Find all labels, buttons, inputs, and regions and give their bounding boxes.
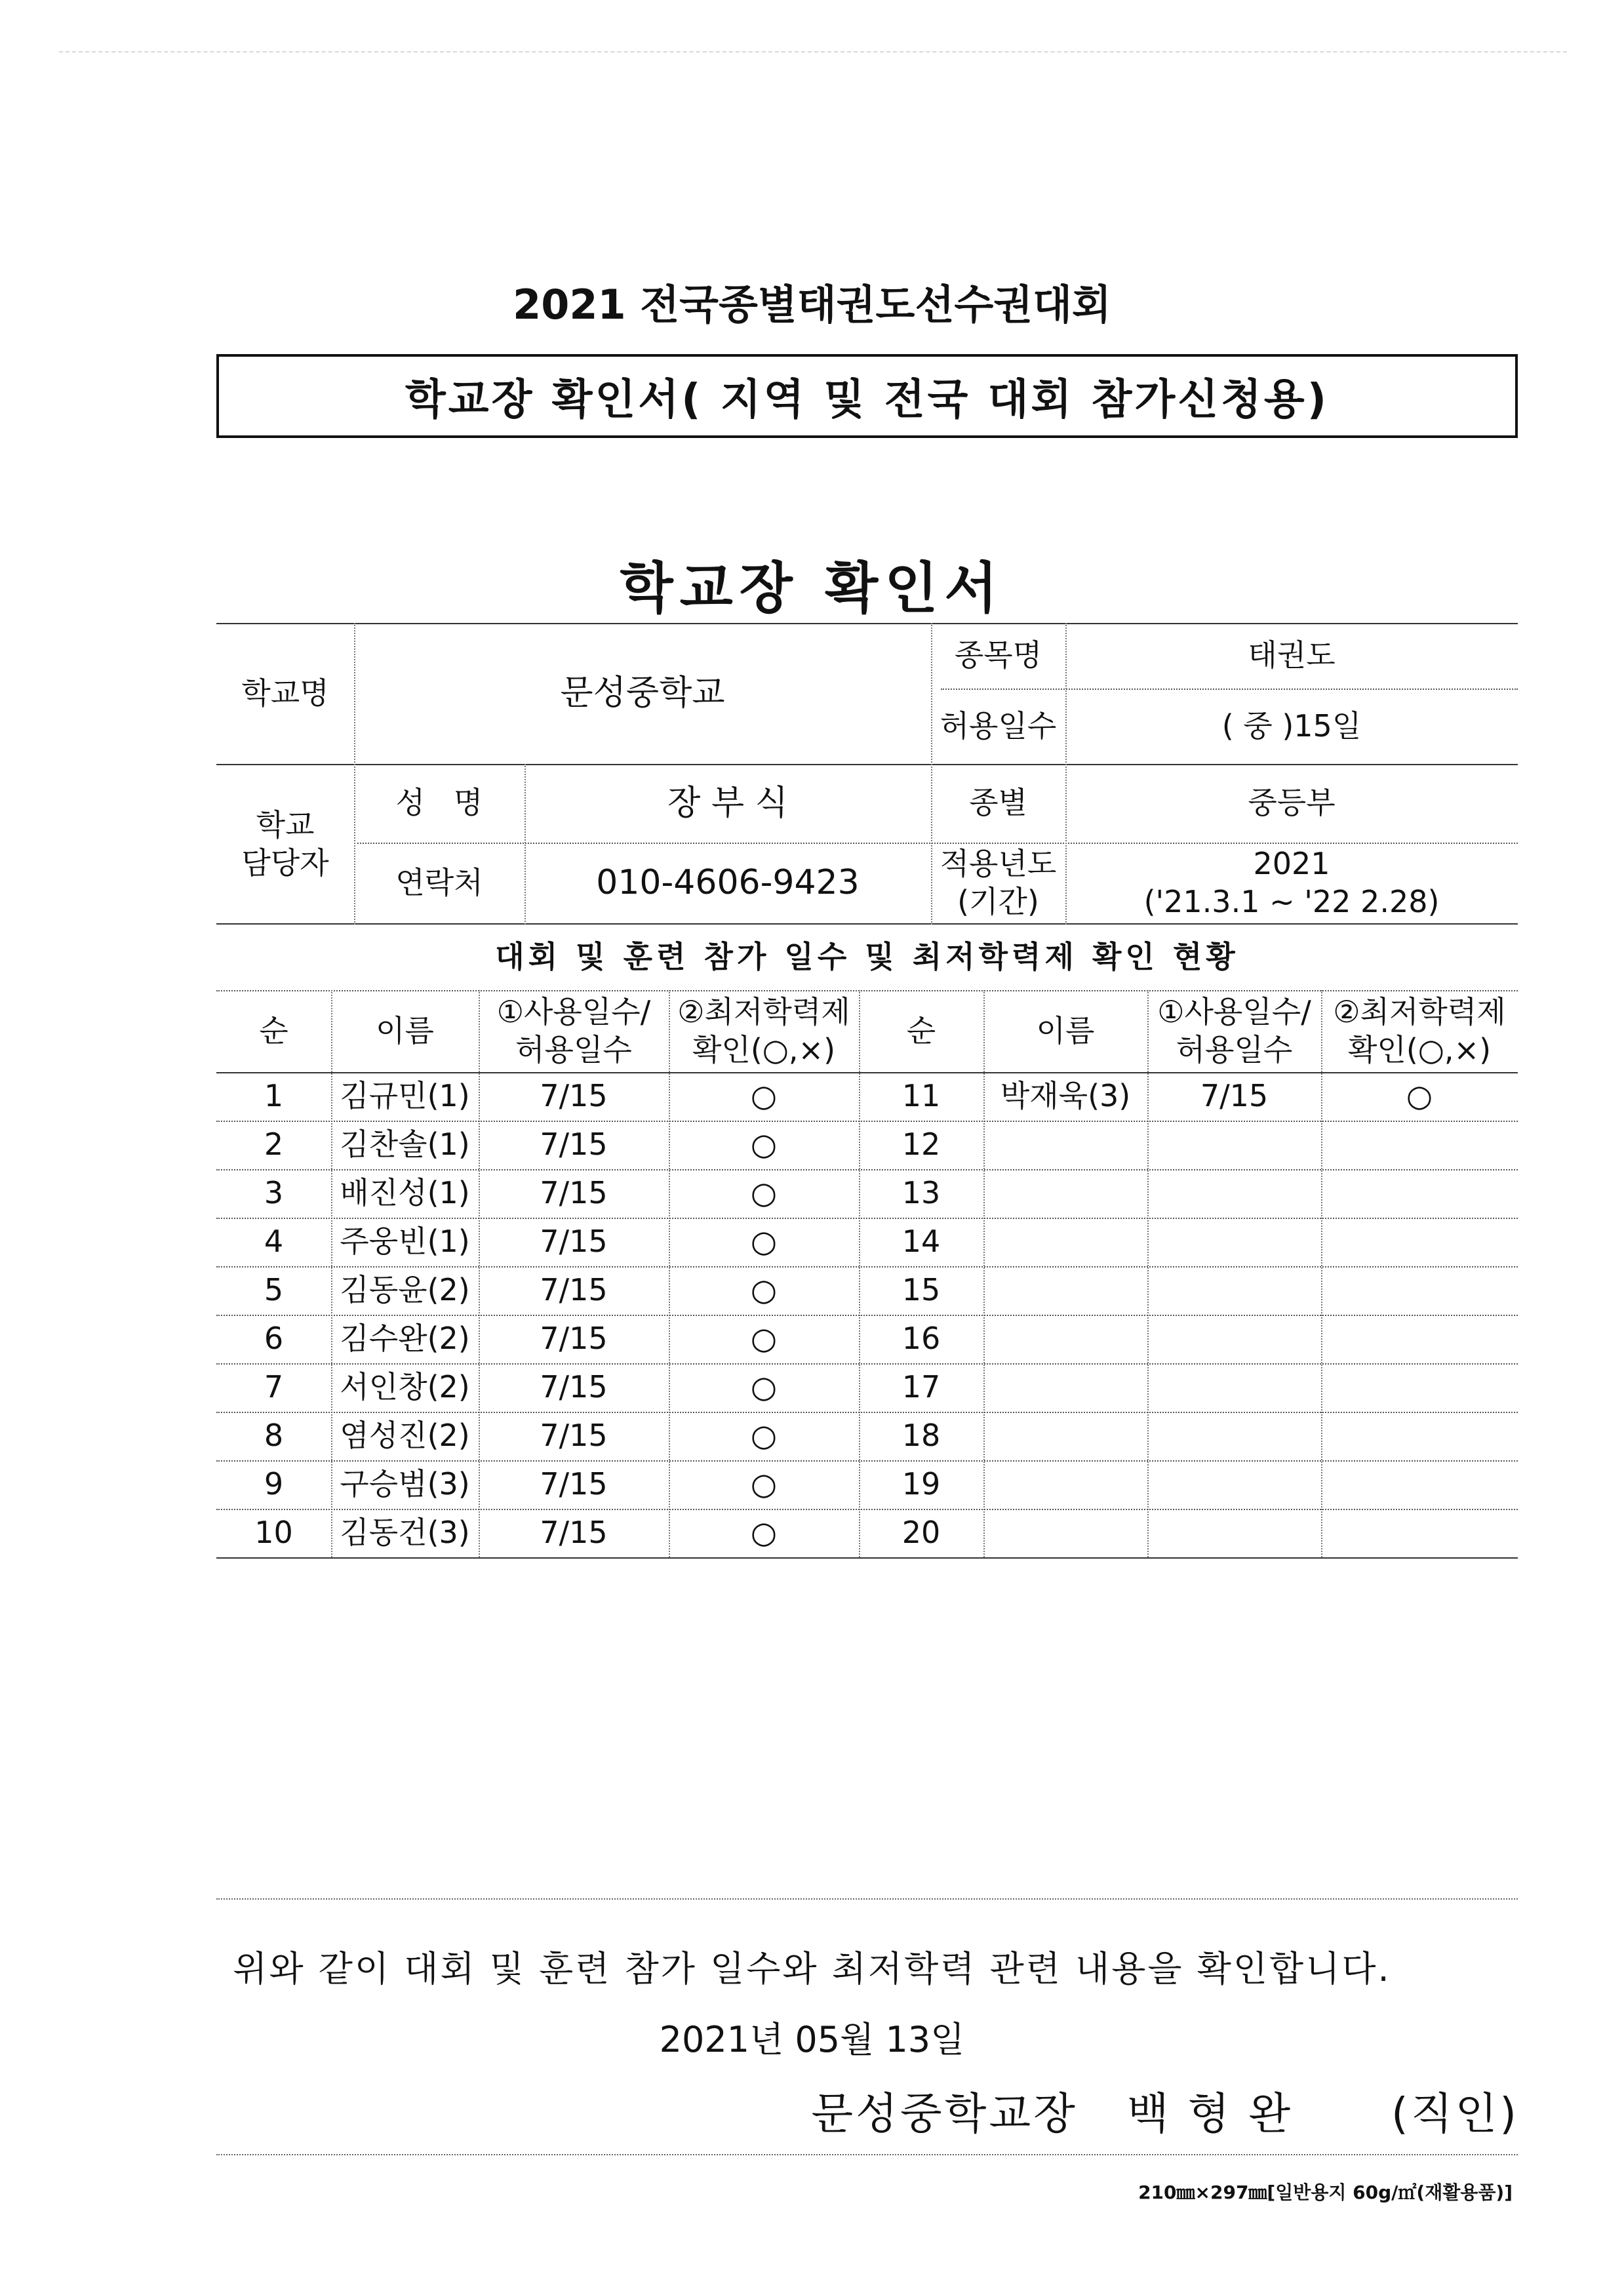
- confirmation-sentence: 위와 같이 대회 및 훈련 참가 일수와 최저학력 관련 내용을 확인합니다.: [233, 1948, 1391, 1989]
- row-days: [1147, 1363, 1321, 1412]
- row-days: [1147, 1169, 1321, 1218]
- year-value-line1: 2021: [1253, 846, 1330, 881]
- row-days: 7/15: [540, 1418, 608, 1454]
- row-days: [1147, 1121, 1321, 1169]
- row-days: 7/15: [540, 1369, 608, 1405]
- row-no: 14: [901, 1224, 941, 1260]
- allowed-days-label: 허용일수: [940, 708, 1057, 744]
- row-days: [1147, 1315, 1321, 1363]
- header-days: [479, 990, 669, 1072]
- row-name: [983, 1412, 1147, 1460]
- header-grade: [1321, 990, 1518, 1072]
- year-value: [1065, 843, 1518, 923]
- row-check: ○: [1406, 1078, 1433, 1114]
- row-name: 배진성(1): [340, 1175, 470, 1211]
- row-name: [983, 1266, 1147, 1315]
- allowed-days-value: ( 중 )15일: [1221, 708, 1362, 744]
- row-check: [1321, 1218, 1518, 1266]
- row-days: [1147, 1509, 1321, 1557]
- row-check: [1321, 1169, 1518, 1218]
- footer-top-rule: [216, 1898, 1518, 1900]
- row-name: [983, 1460, 1147, 1509]
- form-title: 학교장 확인서( 지역 및 전국 대회 참가신청용): [405, 376, 1330, 424]
- header-name: 이름: [1036, 1012, 1095, 1048]
- staff-name-value: 장 부 식: [667, 783, 788, 823]
- row-name: [983, 1509, 1147, 1557]
- header-grade-line2: 확인(○,×): [692, 1031, 836, 1068]
- header-days-line1: ①사용일수/: [496, 994, 651, 1029]
- row-name: [983, 1315, 1147, 1363]
- year-label-line2: (기간): [957, 883, 1039, 919]
- row-no: 7: [264, 1369, 284, 1405]
- header-grade-line2: 확인(○,×): [1347, 1031, 1492, 1068]
- row-name: 염성진(2): [340, 1418, 470, 1454]
- row-no: 20: [901, 1515, 941, 1551]
- row-check: [1321, 1266, 1518, 1315]
- contact-value: 010-4606-9423: [596, 863, 860, 902]
- row-check: ○: [750, 1078, 778, 1114]
- sport-label: 종목명: [954, 637, 1042, 673]
- row-days: 7/15: [540, 1224, 608, 1260]
- header-no: 순: [259, 1012, 288, 1048]
- row-days: 7/15: [540, 1272, 608, 1308]
- row-days: 7/15: [540, 1175, 608, 1211]
- row-check: ○: [750, 1321, 778, 1357]
- row-days: 7/15: [540, 1321, 608, 1357]
- row-check: ○: [750, 1418, 778, 1454]
- header-days-line2: 허용일수: [1176, 1031, 1293, 1068]
- row-check: ○: [750, 1175, 778, 1211]
- row-days: 7/15: [1200, 1078, 1269, 1114]
- row-check: [1321, 1460, 1518, 1509]
- row-no: 15: [901, 1272, 941, 1308]
- row-no: 5: [264, 1272, 284, 1308]
- row-check: ○: [750, 1466, 778, 1502]
- header-days: [1147, 990, 1321, 1072]
- footer-bottom-rule: [216, 2154, 1518, 2155]
- header-no: 순: [906, 1012, 936, 1048]
- event-title: 2021 전국종별태권도선수권대회: [513, 281, 1111, 329]
- row-days: 7/15: [540, 1078, 608, 1114]
- row-no: 9: [264, 1466, 284, 1502]
- row-no: 18: [901, 1418, 941, 1454]
- row-name: 주웅빈(1): [340, 1224, 470, 1260]
- row-days: 7/15: [540, 1466, 608, 1502]
- staff-label-line2: 담당자: [241, 845, 329, 881]
- row-no: 12: [901, 1127, 941, 1163]
- row-no: 6: [264, 1321, 284, 1357]
- school-name: 문성중학교: [560, 673, 725, 713]
- year-label: [931, 843, 1065, 923]
- header-grade-line1: ②최저학력제: [1333, 994, 1506, 1029]
- staff-label: [216, 764, 354, 925]
- row-no: 16: [901, 1321, 941, 1357]
- row-days: 7/15: [540, 1515, 608, 1551]
- staff-name-label: 성 명: [395, 785, 483, 821]
- form-title-box: [216, 354, 1518, 438]
- row-check: [1321, 1412, 1518, 1460]
- scan-top-rule: [59, 51, 1567, 52]
- row-days: [1147, 1266, 1321, 1315]
- row-days: [1147, 1218, 1321, 1266]
- row-name: 서인창(2): [340, 1369, 470, 1405]
- row-no: 10: [254, 1515, 293, 1551]
- row-check: ○: [750, 1515, 778, 1551]
- row-check: [1321, 1315, 1518, 1363]
- row-check: ○: [750, 1369, 778, 1405]
- header-days-line1: ①사용일수/: [1157, 994, 1311, 1029]
- staff-label-line1: 학교: [256, 807, 315, 843]
- document-title: 학교장 확인서: [620, 556, 1004, 620]
- row-no: 1: [264, 1078, 284, 1114]
- row-name: 김수완(2): [340, 1321, 470, 1357]
- row-check: [1321, 1509, 1518, 1557]
- row-name: 김찬솔(1): [340, 1127, 470, 1163]
- row-no: 2: [264, 1127, 284, 1163]
- section-title: 대회 및 훈련 참가 일수 및 최저학력제 확인 현황: [495, 939, 1239, 975]
- table-row-rule: [216, 1557, 1518, 1559]
- year-value-line2: ('21.3.1 ~ '22 2.28): [1143, 883, 1440, 919]
- division-value: 중등부: [1248, 785, 1336, 821]
- row-check: [1321, 1121, 1518, 1169]
- row-no: 4: [264, 1224, 284, 1260]
- row-name: [983, 1363, 1147, 1412]
- header-name: 이름: [376, 1012, 434, 1048]
- contact-label: 연락처: [395, 864, 483, 900]
- row-name: [983, 1218, 1147, 1266]
- row-no: 11: [901, 1078, 941, 1114]
- row-check: ○: [750, 1224, 778, 1260]
- paper-spec: 210㎜×297㎜[일반용지 60g/㎡(재활용품)]: [1138, 2182, 1513, 2203]
- row-no: 8: [264, 1418, 284, 1454]
- row-name: 김규민(1): [340, 1078, 470, 1114]
- row-name: 김동건(3): [340, 1515, 470, 1551]
- header-days-line2: 허용일수: [515, 1031, 632, 1068]
- row-no: 13: [901, 1175, 941, 1211]
- row-name: 구승범(3): [340, 1466, 470, 1502]
- row-no: 3: [264, 1175, 284, 1211]
- row-no: 17: [901, 1369, 941, 1405]
- row-check: ○: [750, 1127, 778, 1163]
- row-no: 19: [901, 1466, 941, 1502]
- principal-signature: 문성중학교장 백 형 완 (직인): [811, 2088, 1519, 2139]
- row-name: 박재욱(3): [1000, 1078, 1131, 1114]
- row-days: [1147, 1460, 1321, 1509]
- row-days: [1147, 1412, 1321, 1460]
- header-grade-line1: ②최저학력제: [677, 994, 850, 1029]
- row-days: 7/15: [540, 1127, 608, 1163]
- row-name: [983, 1169, 1147, 1218]
- row-check: ○: [750, 1272, 778, 1308]
- division-label: 종별: [969, 785, 1027, 821]
- school-label: 학교명: [241, 675, 329, 711]
- confirmation-date: 2021년 05월 13일: [659, 2019, 965, 2060]
- row-name: 김동윤(2): [340, 1272, 470, 1308]
- row-name: [983, 1121, 1147, 1169]
- row-check: [1321, 1363, 1518, 1412]
- header-grade: [669, 990, 859, 1072]
- year-label-line1: 적용년도: [940, 846, 1057, 881]
- sport-value: 태권도: [1248, 637, 1336, 673]
